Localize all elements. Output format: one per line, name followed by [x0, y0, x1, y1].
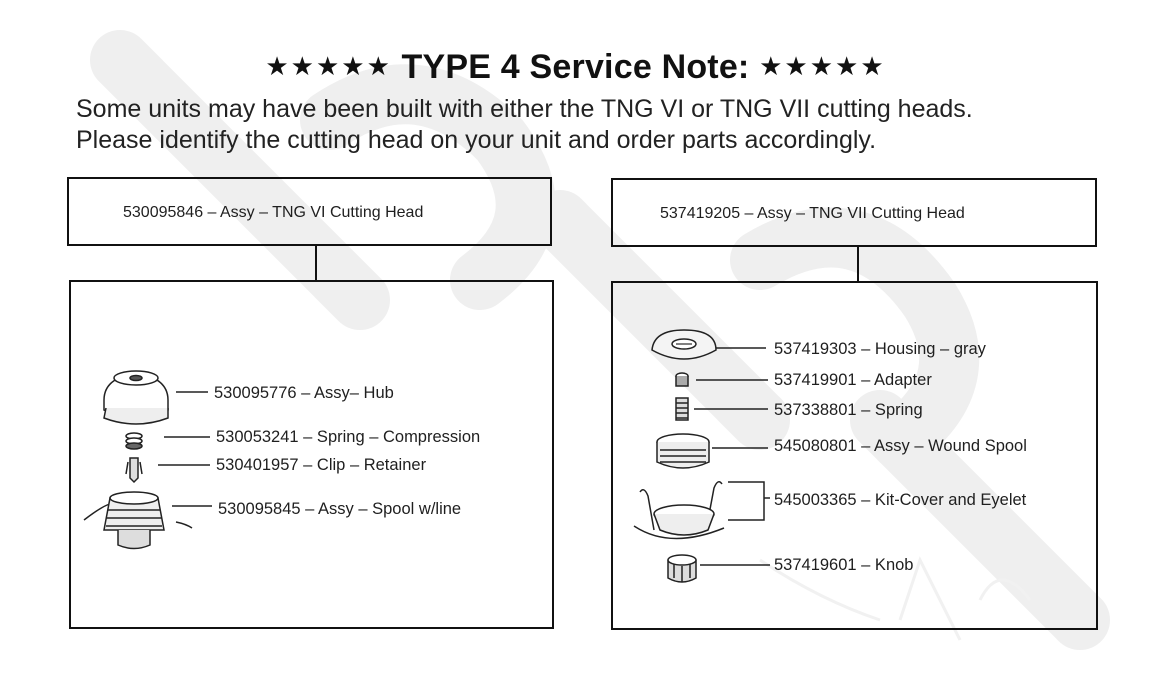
stars-left: ★★★★★: [265, 51, 392, 81]
part-label-wound-spool: 545080801 – Assy – Wound Spool: [774, 437, 1027, 455]
part-label-retainer-clip: 530401957 – Clip – Retainer: [216, 456, 427, 474]
hub-icon: [104, 371, 168, 424]
retainer-clip-icon: [126, 458, 142, 482]
tng6-title: 530095846 – Assy – TNG VI Cutting Head: [123, 204, 424, 221]
stars-right: ★★★★★: [759, 51, 886, 81]
cover-eyelet-icon: [634, 482, 724, 539]
part-label-adapter: 537419901 – Adapter: [774, 371, 932, 389]
tng7-title: 537419205 – Assy – TNG VII Cutting Head: [660, 205, 965, 222]
housing-icon: [652, 330, 716, 359]
spool-with-line-icon: [84, 492, 192, 549]
part-label-compression-spring: 530053241 – Spring – Compression: [216, 428, 481, 446]
knob-icon: [668, 555, 696, 582]
wound-spool-icon: [657, 434, 709, 468]
part-label-hub: 530095776 – Assy– Hub: [214, 384, 394, 402]
part-label-spool-with-line: 530095845 – Assy – Spool w/line: [218, 500, 462, 518]
note-line-1: Some units may have been built with either the TNG VI or TNG VII cutting heads.: [76, 95, 973, 123]
note-line-2: Please identify the cutting head on your unit and order parts accordingly.: [76, 126, 877, 154]
adapter-icon: [676, 373, 688, 386]
heading-text: TYPE 4 Service Note:: [401, 48, 750, 86]
spring-icon: [676, 398, 688, 420]
compression-spring-icon: [126, 433, 142, 449]
part-label-spring: 537338801 – Spring: [774, 401, 923, 419]
part-label-housing: 537419303 – Housing – gray: [774, 340, 986, 358]
part-label-cover-eyelet: 545003365 – Kit-Cover and Eyelet: [774, 491, 1027, 509]
part-label-knob: 537419601 – Knob: [774, 556, 914, 574]
